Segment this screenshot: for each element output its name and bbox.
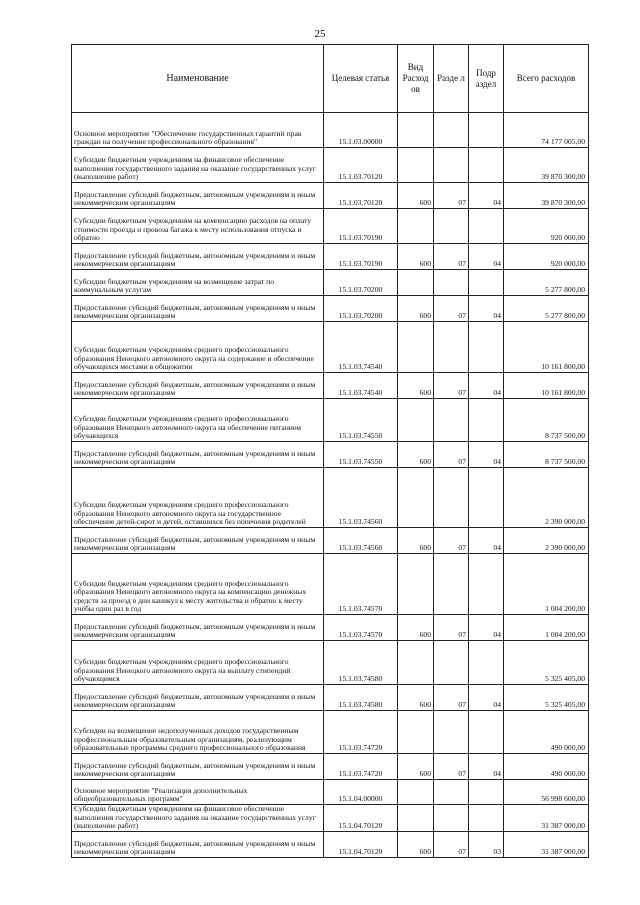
row-amount: 920 000,00 [504,244,589,270]
row-target-article: 15.1.03.00000 [324,113,398,148]
row-amount: 39 870 300,00 [504,183,589,209]
row-name: Основное мероприятие "Реализация дополнительных общеобразовательных программ" [72,780,324,805]
row-name: Субсидии бюджетным учреждениям на компенсацию расходов на оплату стоимости проезда и провоза багажа к месту использования отпуска и обратно [72,209,324,244]
row-amount: 5 277 800,00 [504,296,589,322]
row-target-article: 15.1.03.74570 [324,554,398,615]
row-subsection [469,399,504,442]
row-name: Субсидии бюджетным учреждениям на финансовое обеспечение выполнения государственного задания на оказание государственных услуг (выполнение работ) [72,148,324,183]
table-row [72,399,589,442]
row-section [434,322,469,373]
row-amount: 2 390 000,00 [504,468,589,528]
row-subsection: 04 [469,754,504,780]
row-expense-type [398,554,434,615]
row-expense-type [398,641,434,685]
row-target-article: 15.1.03.70200 [324,296,398,322]
row-target-article: 15.1.04.00000 [324,780,398,805]
row-section: 07 [434,183,469,209]
row-expense-type: 600 [398,183,434,209]
row-subsection [469,554,504,615]
row-expense-type [398,805,434,832]
row-name: Субсидии бюджетным учреждениям среднего профессионального образования Ненецкого автономного округа на государственное обеспечение детей-сирот и детей, оставшихся без попечения родителей [72,468,324,528]
row-name: Предоставление субсидий бюджетным, автономным учреждениям и иным некоммерческим организациям [72,442,324,468]
row-amount: 8 737 500,00 [504,442,589,468]
table-row [72,641,589,685]
row-section [434,148,469,183]
row-name: Субсидии бюджетным учреждениям среднего профессионального образования Ненецкого автономного округа на обеспечение питанием обучающихся [72,399,324,442]
row-section [434,399,469,442]
table-row [72,528,589,554]
table-row [72,554,589,615]
row-section [434,113,469,148]
row-amount: 56 998 600,00 [504,780,589,805]
row-name: Предоставление субсидий бюджетным, автономным учреждениям и иным некоммерческим организациям [72,685,324,711]
row-amount: 5 277 800,00 [504,270,589,296]
row-target-article: 15.1.03.70200 [324,270,398,296]
row-target-article: 15.1.03.74720 [324,754,398,780]
row-subsection [469,322,504,373]
row-target-article: 15.1.03.74540 [324,373,398,399]
row-subsection: 04 [469,685,504,711]
row-target-article: 15.1.03.74550 [324,399,398,442]
row-subsection [469,113,504,148]
row-amount: 5 325 405,00 [504,685,589,711]
row-target-article: 15.1.03.70120 [324,148,398,183]
row-expense-type: 600 [398,244,434,270]
row-subsection [469,270,504,296]
row-section: 07 [434,754,469,780]
row-name: Предоставление субсидий бюджетным, автономным учреждениям и иным некоммерческим организациям [72,244,324,270]
row-subsection [469,209,504,244]
row-subsection: 04 [469,442,504,468]
table-row [72,615,589,641]
row-name: Предоставление субсидий бюджетным, автономным учреждениям и иным некоммерческим организациям [72,832,324,858]
row-subsection: 04 [469,373,504,399]
row-name: Предоставление субсидий бюджетным, автономным учреждениям и иным некоммерческим организациям [72,296,324,322]
header-total-expenses: Всего расходов [504,45,589,113]
row-target-article: 15.1.03.74550 [324,442,398,468]
row-target-article: 15.1.03.74540 [324,322,398,373]
row-subsection: 04 [469,615,504,641]
row-target-article: 15.1.03.74720 [324,711,398,754]
row-section [434,270,469,296]
row-amount: 74 177 005,00 [504,113,589,148]
row-subsection [469,780,504,805]
row-section: 07 [434,832,469,858]
row-section: 07 [434,615,469,641]
table-row [72,442,589,468]
row-section: 07 [434,244,469,270]
row-expense-type [398,270,434,296]
budget-table [71,44,589,858]
row-name: Субсидии бюджетным учреждениям среднего профессионального образования Ненецкого автономного округа на компенсацию денежных средств за проезд в дни каникул к месту жительства и обратно к месту учёбы один раз в год [72,554,324,615]
row-target-article: 15.1.03.74580 [324,685,398,711]
row-subsection: 04 [469,183,504,209]
row-amount: 2 390 000,00 [504,528,589,554]
row-name: Основное мероприятие "Обеспечение государственных гарантий прав граждан на получение профессионального образования" [72,113,324,148]
row-section: 07 [434,442,469,468]
row-section [434,641,469,685]
table-row [72,270,589,296]
table-row [72,780,589,805]
row-amount: 5 325 405,00 [504,641,589,685]
row-expense-type [398,468,434,528]
row-section [434,711,469,754]
row-amount: 10 161 800,00 [504,322,589,373]
row-name: Предоставление субсидий бюджетным, автономным учреждениям и иным некоммерческим организациям [72,754,324,780]
row-target-article: 15.1.03.74570 [324,615,398,641]
row-expense-type: 600 [398,832,434,858]
row-expense-type: 600 [398,373,434,399]
table-row [72,805,589,832]
row-section: 07 [434,685,469,711]
row-amount: 10 161 800,00 [504,373,589,399]
row-name: Предоставление субсидий бюджетным, автономным учреждениям и иным некоммерческим организациям [72,528,324,554]
row-target-article: 15.1.03.70190 [324,209,398,244]
row-target-article: 15.1.04.70120 [324,832,398,858]
row-section: 07 [434,373,469,399]
table-row [72,113,589,148]
row-name: Предоставление субсидий бюджетным, автономным учреждениям и иным некоммерческим организациям [72,615,324,641]
row-expense-type: 600 [398,685,434,711]
row-expense-type: 600 [398,754,434,780]
row-subsection [469,805,504,832]
table-row [72,183,589,209]
row-subsection: 04 [469,528,504,554]
row-expense-type: 600 [398,442,434,468]
row-expense-type [398,209,434,244]
table-row [72,754,589,780]
table-header-row [72,45,589,113]
table-row [72,468,589,528]
row-section [434,780,469,805]
row-subsection [469,641,504,685]
row-name: Предоставление субсидий бюджетным, автономным учреждениям и иным некоммерческим организациям [72,373,324,399]
table-row [72,832,589,858]
row-target-article: 15.1.03.74560 [324,468,398,528]
row-subsection: 04 [469,296,504,322]
row-target-article: 15.1.04.70120 [324,805,398,832]
row-target-article: 15.1.03.70190 [324,244,398,270]
row-amount: 1 004 200,00 [504,554,589,615]
row-expense-type [398,711,434,754]
row-amount: 8 737 500,00 [504,399,589,442]
row-expense-type: 600 [398,528,434,554]
row-target-article: 15.1.03.70120 [324,183,398,209]
table-row [72,148,589,183]
header-name: Наименование [72,45,324,113]
table-row [72,711,589,754]
row-amount: 31 387 000,00 [504,805,589,832]
row-amount: 920 000,00 [504,209,589,244]
row-section [434,554,469,615]
row-subsection [469,148,504,183]
row-section [434,805,469,832]
row-expense-type [398,113,434,148]
table-row [72,685,589,711]
table-row [72,296,589,322]
page-number: 25 [314,28,326,40]
header-target-article: Целевая статья [324,45,398,113]
table-row [72,209,589,244]
row-target-article: 15.1.03.74580 [324,641,398,685]
row-name: Субсидии бюджетным учреждениям среднего профессионального образования Ненецкого автономного округа на выплату стипендий обучающимся [72,641,324,685]
row-expense-type [398,780,434,805]
row-name: Субсидии бюджетным учреждениям на финансовое обеспечение выполнения государственного задания на оказание государственных услуг (выполнение работ) [72,805,324,832]
row-section [434,209,469,244]
row-subsection [469,468,504,528]
row-amount: 490 000,00 [504,711,589,754]
row-amount: 39 870 300,00 [504,148,589,183]
row-name: Предоставление субсидий бюджетным, автономным учреждениям и иным некоммерческим организациям [72,183,324,209]
row-expense-type: 600 [398,296,434,322]
row-target-article: 15.1.03.74560 [324,528,398,554]
row-name: Субсидии на возмещение недополученных доходов государственным профессиональным образовательным организациям, реализующим образовательные программы среднего профессионального образования [72,711,324,754]
row-amount: 490 000,00 [504,754,589,780]
table-row [72,373,589,399]
row-section: 07 [434,528,469,554]
table-row [72,244,589,270]
header-section: Разде л [434,45,469,113]
row-subsection: 04 [469,244,504,270]
row-section: 07 [434,296,469,322]
row-expense-type [398,322,434,373]
header-expense-type: Вид Расход ов [398,45,434,113]
row-subsection [469,711,504,754]
row-subsection: 03 [469,832,504,858]
row-name: Субсидии бюджетным учреждениям на возмещение затрат по коммунальным услугам [72,270,324,296]
table-row [72,322,589,373]
row-name: Субсидии бюджетным учреждениям среднего профессионального образования Ненецкого автономного округа на содержание и обеспечение обучающихся местами в общежитии [72,322,324,373]
header-subsection: Подр аздел [469,45,504,113]
row-amount: 1 004 200,00 [504,615,589,641]
row-expense-type [398,399,434,442]
row-expense-type [398,148,434,183]
row-amount: 31 387 000,00 [504,832,589,858]
row-section [434,468,469,528]
row-expense-type: 600 [398,615,434,641]
